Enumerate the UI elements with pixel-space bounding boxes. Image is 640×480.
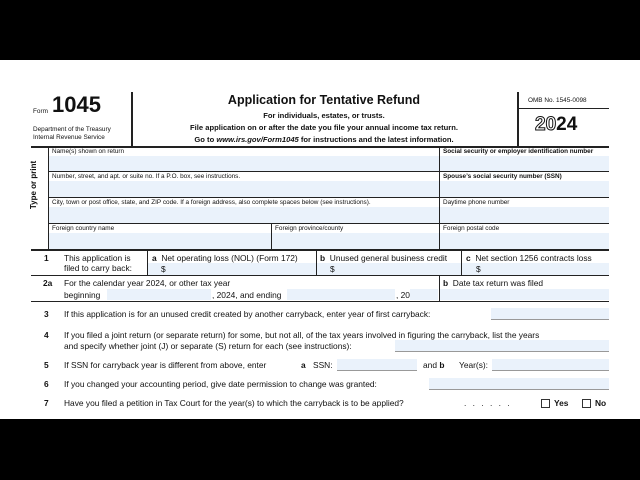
- line-1c-text: Net section 1256 contracts loss: [475, 253, 592, 263]
- line-6-text: If you changed your accounting period, give date permission to change was granted:: [64, 379, 377, 389]
- line-2a-number: 2a: [43, 278, 53, 288]
- line-1b-dollar: $: [330, 264, 335, 274]
- line-7-no-label: No: [595, 398, 607, 408]
- postal-label: Foreign postal code: [443, 225, 500, 232]
- line-1b-letter: b: [320, 253, 326, 263]
- name-label: Name(s) shown on return: [52, 148, 125, 155]
- line-5a-underline: [337, 370, 417, 371]
- line-3-number: 3: [44, 309, 49, 319]
- omb-number: OMB No. 1545-0098: [528, 97, 587, 104]
- line-5-and: [423, 360, 444, 370]
- line-4-number: 4: [44, 330, 49, 340]
- row-rule-1: [48, 171, 609, 172]
- line-1c-letter: c: [466, 253, 471, 263]
- form-title: Application for Tentative Refund: [227, 93, 421, 107]
- website-post: for instructions and the latest information.: [298, 135, 454, 144]
- line-1-text-a: This application is: [64, 253, 131, 263]
- province-field[interactable]: [272, 233, 439, 249]
- line-7-yes-checkbox[interactable]: [541, 399, 550, 408]
- line-3-text: If this application is for an unused credit created by another carryback, enter year of first carryback:: [64, 309, 431, 319]
- line-2a-beginning: beginning: [64, 290, 101, 300]
- line-7-leader-dots: . . . . . .: [464, 398, 512, 408]
- line-3-field[interactable]: [491, 308, 609, 319]
- line-6-underline: [429, 389, 609, 390]
- spouse-ssn-label: Spouse’s social security number (SSN): [443, 173, 562, 180]
- city-label: City, town or post office, state, and ZIP code. If a foreign address, also complete spaces below (see instructions).: [52, 199, 371, 206]
- line-2a-text: For the calendar year 2024, or other tax year: [64, 278, 231, 288]
- line-2b-letter: b: [443, 278, 449, 288]
- line-6-number: 6: [44, 379, 49, 389]
- city-field[interactable]: [49, 207, 439, 223]
- omb-divider: [517, 108, 609, 109]
- line-5b-letter: b: [439, 360, 445, 370]
- line-1-number: 1: [44, 253, 49, 263]
- line-1-bottom-rule: [31, 275, 609, 276]
- line-5-number: 5: [44, 360, 49, 370]
- line-1-text-b: filed to carry back:: [64, 263, 132, 273]
- type-or-print-label: [29, 160, 38, 224]
- line-1a: [152, 253, 298, 263]
- line-5-and-text: and: [423, 360, 437, 370]
- identity-bottom-rule: [31, 249, 609, 251]
- line-2a-end-date-field[interactable]: [287, 289, 395, 300]
- province-label: Foreign province/county: [275, 225, 344, 232]
- line-5b-years-label: Year(s):: [459, 360, 489, 370]
- line-2b-text: Date tax return was filed: [452, 278, 544, 288]
- line-7-number: 7: [44, 398, 49, 408]
- name-field[interactable]: [49, 156, 439, 171]
- row-rule-2: [48, 197, 609, 198]
- line-5a-letter: a: [301, 360, 306, 370]
- ssn-field[interactable]: [440, 156, 609, 171]
- line-6-field[interactable]: [429, 378, 609, 389]
- line-5a-ssn-field[interactable]: [337, 359, 417, 370]
- line-1c: [466, 253, 592, 263]
- form-number: 1045: [52, 92, 101, 117]
- form-label: Form: [33, 108, 48, 115]
- line-1a-field[interactable]: [148, 263, 316, 275]
- line-5a-ssn-label: SSN:: [313, 360, 333, 370]
- line-2b-field[interactable]: [440, 289, 609, 300]
- line-2a-begin-date-field[interactable]: [107, 289, 211, 300]
- website-link[interactable]: www.irs.gov/Form1045: [216, 135, 299, 144]
- line-2a-year-comma: , 20: [396, 290, 410, 300]
- form-subtitle: For individuals, estates, or trusts.: [263, 111, 385, 120]
- address-label: Number, street, and apt. or suite no. If a P.O. box, see instructions.: [52, 173, 241, 180]
- form-1045-page: [0, 60, 640, 419]
- address-field[interactable]: [49, 181, 439, 197]
- dept-line-1: Department of the Treasury: [33, 126, 111, 133]
- line-2b: [443, 278, 543, 288]
- line-1b-field[interactable]: [317, 263, 461, 275]
- country-label: Foreign country name: [52, 225, 115, 232]
- tax-year: [535, 114, 577, 136]
- line-4-underline: [395, 351, 609, 352]
- line-1a-dollar: $: [161, 264, 166, 274]
- line-1c-field[interactable]: [462, 263, 609, 275]
- line-1a-text: Net operating loss (NOL) (Form 172): [161, 253, 298, 263]
- line-4-text-b: and specify whether joint (J) or separate (S) return for each (see instructions):: [64, 341, 352, 351]
- phone-label: Daytime phone number: [443, 199, 510, 206]
- dept-line-2: Internal Revenue Service: [33, 134, 105, 141]
- row-rule-3: [48, 223, 609, 224]
- type-or-print-text: Type or print: [29, 160, 38, 210]
- line-1a-letter: a: [152, 253, 157, 263]
- line-1b-text: Unused general business credit: [329, 253, 448, 263]
- line-5-text: If SSN for carryback year is different from above, enter: [64, 360, 267, 370]
- website-instruction: [131, 135, 517, 145]
- line-3-underline: [491, 319, 609, 320]
- postal-field[interactable]: [440, 233, 609, 249]
- tax-year-outline: 20: [535, 114, 557, 135]
- country-field[interactable]: [49, 233, 271, 249]
- filing-instruction: File application on or after the date you file your annual income tax return.: [190, 123, 458, 132]
- line-4-field[interactable]: [395, 340, 609, 351]
- tax-year-bold: 24: [556, 114, 578, 135]
- line-4-text-a: If you filed a joint return (or separate return) for some, but not all, of the tax years involved in figuring the carryback, list the years: [64, 330, 540, 340]
- line-2-bottom-rule: [31, 301, 609, 302]
- line-7-yes-label: Yes: [554, 398, 569, 408]
- line-1c-dollar: $: [476, 264, 481, 274]
- line-5b-underline: [492, 370, 609, 371]
- line-2a-end-year-field[interactable]: [410, 289, 438, 300]
- line-2a-ending: , 2024, and ending: [212, 290, 282, 300]
- line-7-text: Have you filed a petition in Tax Court for the year(s) to which the carryback is to be applied?: [64, 398, 404, 408]
- line-5b-years-field[interactable]: [492, 359, 609, 370]
- header-divider-right: [517, 92, 519, 146]
- line-7-no-checkbox[interactable]: [582, 399, 591, 408]
- spouse-ssn-field[interactable]: [440, 181, 609, 197]
- ssn-label: Social security or employer identification number: [443, 148, 594, 155]
- website-pre: Go to: [194, 135, 217, 144]
- line-1b: [320, 253, 447, 263]
- phone-field[interactable]: [440, 207, 609, 223]
